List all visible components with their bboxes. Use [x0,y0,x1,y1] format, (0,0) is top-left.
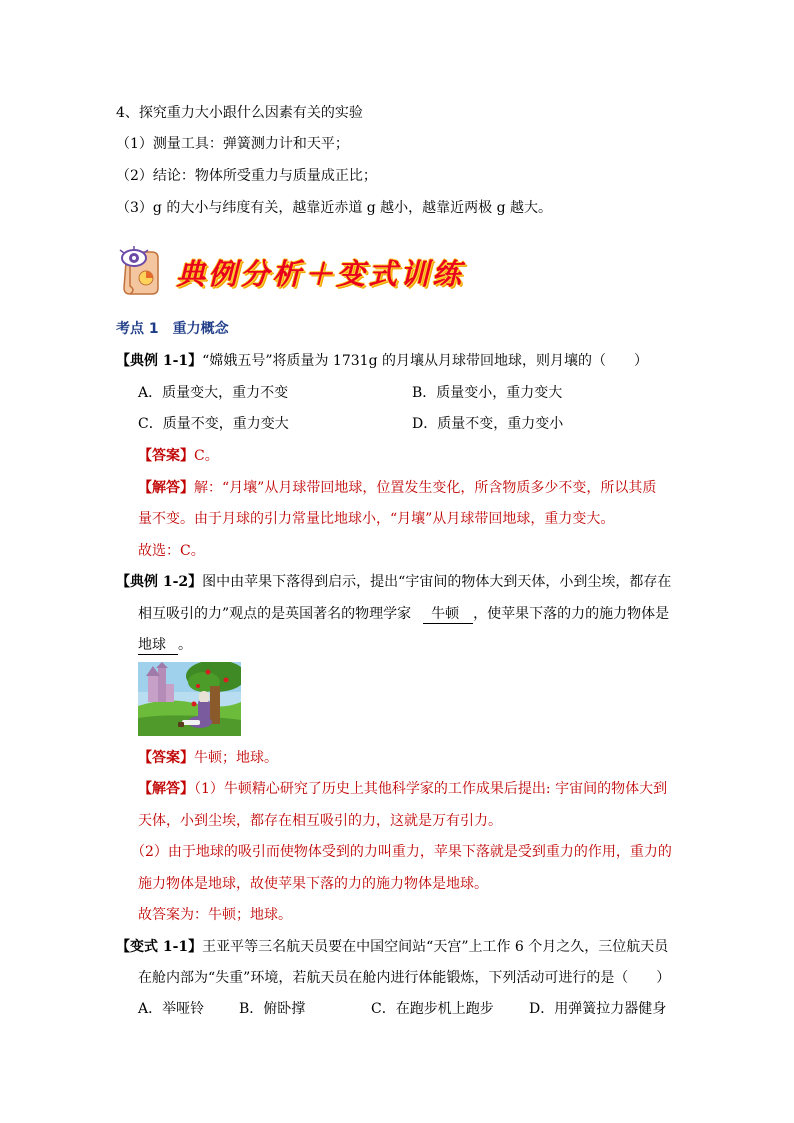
example-1-2-answer [138,748,278,768]
newton-apple-illustration [138,662,241,736]
variant-option-c: C．在跑步机上跑步 [371,1001,494,1017]
period: 。 [178,637,192,653]
example-1-1-question [116,351,648,371]
variant-option-d: D．用弹簧拉力器健身 [529,1001,667,1017]
example-1-2-line-1 [116,572,671,592]
example-1-1-tag: 【典例 1-1】 [116,353,203,369]
section-4-item-1: （1）测量工具：弹簧测力计和天平； [116,136,349,152]
variant-1-1-text-1: 王亚平等三名航天员要在中国空间站“天宫”上工作 6 个月之久，三位航天员 [202,939,669,955]
blank-1: 牛顿 [423,605,473,624]
analysis-text: （1）牛顿精心研究了历史上其他科学家的工作成果后提出: 宇宙间的物体大到 [194,781,668,797]
analysis-tag: 【解答】 [138,480,194,496]
variant-1-1-line-2: 在舱内部为“失重”环境，若航天员在舱内进行体能锻炼，下列活动可进行的是（ ） [138,970,671,986]
answer-text: C。 [194,448,219,464]
example-1-2-line-3 [138,635,192,655]
example-1-1-text: “嫦娥五号”将质量为 1731g 的月壤从月球带回地球，则月壤的（ ） [202,353,648,369]
example-1-2-analysis-line-2: 天体，小到尘埃，都存在相互吸引的力，这就是万有引力。 [138,813,502,829]
section-4-item-2: （2）结论：物体所受重力与质量成正比； [116,168,377,184]
option-d: D．质量不变，重力变小 [412,416,564,432]
answer-tag: 【答案】 [138,750,194,766]
example-1-1-choose: 故选：C。 [138,543,205,559]
topic-number: 考点 1 [116,321,159,337]
section-4-item-3: （3）g 的大小与纬度有关，越靠近赤道 g 越小，越靠近两极 g 越大。 [116,200,553,216]
example-1-1-analysis-line-2: 量不变。由于月球的引力常量比地球小，“月壤”从月球带回地球，重力变大。 [138,511,615,527]
example-1-2-analysis-line-3: （2）由于地球的吸引而使物体受到的力叫重力，苹果下落就是受到重力的作用，重力的 [131,844,672,860]
variant-1-1-line-1 [116,937,668,957]
example-1-2-text-1: 图中由苹果下落得到启示，提出“宇宙间的物体大到天体，小到尘埃，都存在 [202,574,672,590]
example-1-1-analysis-line-1 [138,478,656,498]
option-a: A．质量变大，重力不变 [138,385,289,401]
blank-2: 地球 [138,636,178,655]
example-1-2-line-2 [138,604,669,624]
example-1-1-answer [138,446,219,466]
topic-heading [116,319,229,339]
scroll-eye-icon [116,244,162,296]
analysis-tag: 【解答】 [138,781,194,797]
banner-title: 典例分析＋变式训练 [176,257,465,291]
variant-option-b: B．俯卧撑 [239,1001,306,1017]
example-1-2-text-3: ，使苹果下落的力的施力物体是 [473,606,670,622]
example-1-2-analysis-line-1 [138,779,667,799]
answer-text: 牛顿；地球。 [194,750,278,766]
analysis-text: 解：“月壤”从月球带回地球，位置发生变化，所含物质多少不变，所以其质 [194,480,657,496]
option-b: B．质量变小，重力变大 [412,385,563,401]
variant-option-a: A．举哑铃 [138,1001,205,1017]
example-1-2-tag: 【典例 1-2】 [116,574,203,590]
section-4-title: 4、探究重力大小跟什么因素有关的实验 [116,105,363,121]
example-1-2-text-2: 相互吸引的力”观点的是英国著名的物理学家 [138,606,412,622]
option-c: C．质量不变，重力变大 [138,416,289,432]
answer-tag: 【答案】 [138,448,194,464]
example-1-2-analysis-line-4: 施力物体是地球，故使苹果下落的力的施力物体是地球。 [138,876,488,892]
example-1-2-final-answer: 故答案为：牛顿；地球。 [138,907,292,923]
variant-1-1-tag: 【变式 1-1】 [116,939,203,955]
topic-title: 重力概念 [172,321,229,337]
